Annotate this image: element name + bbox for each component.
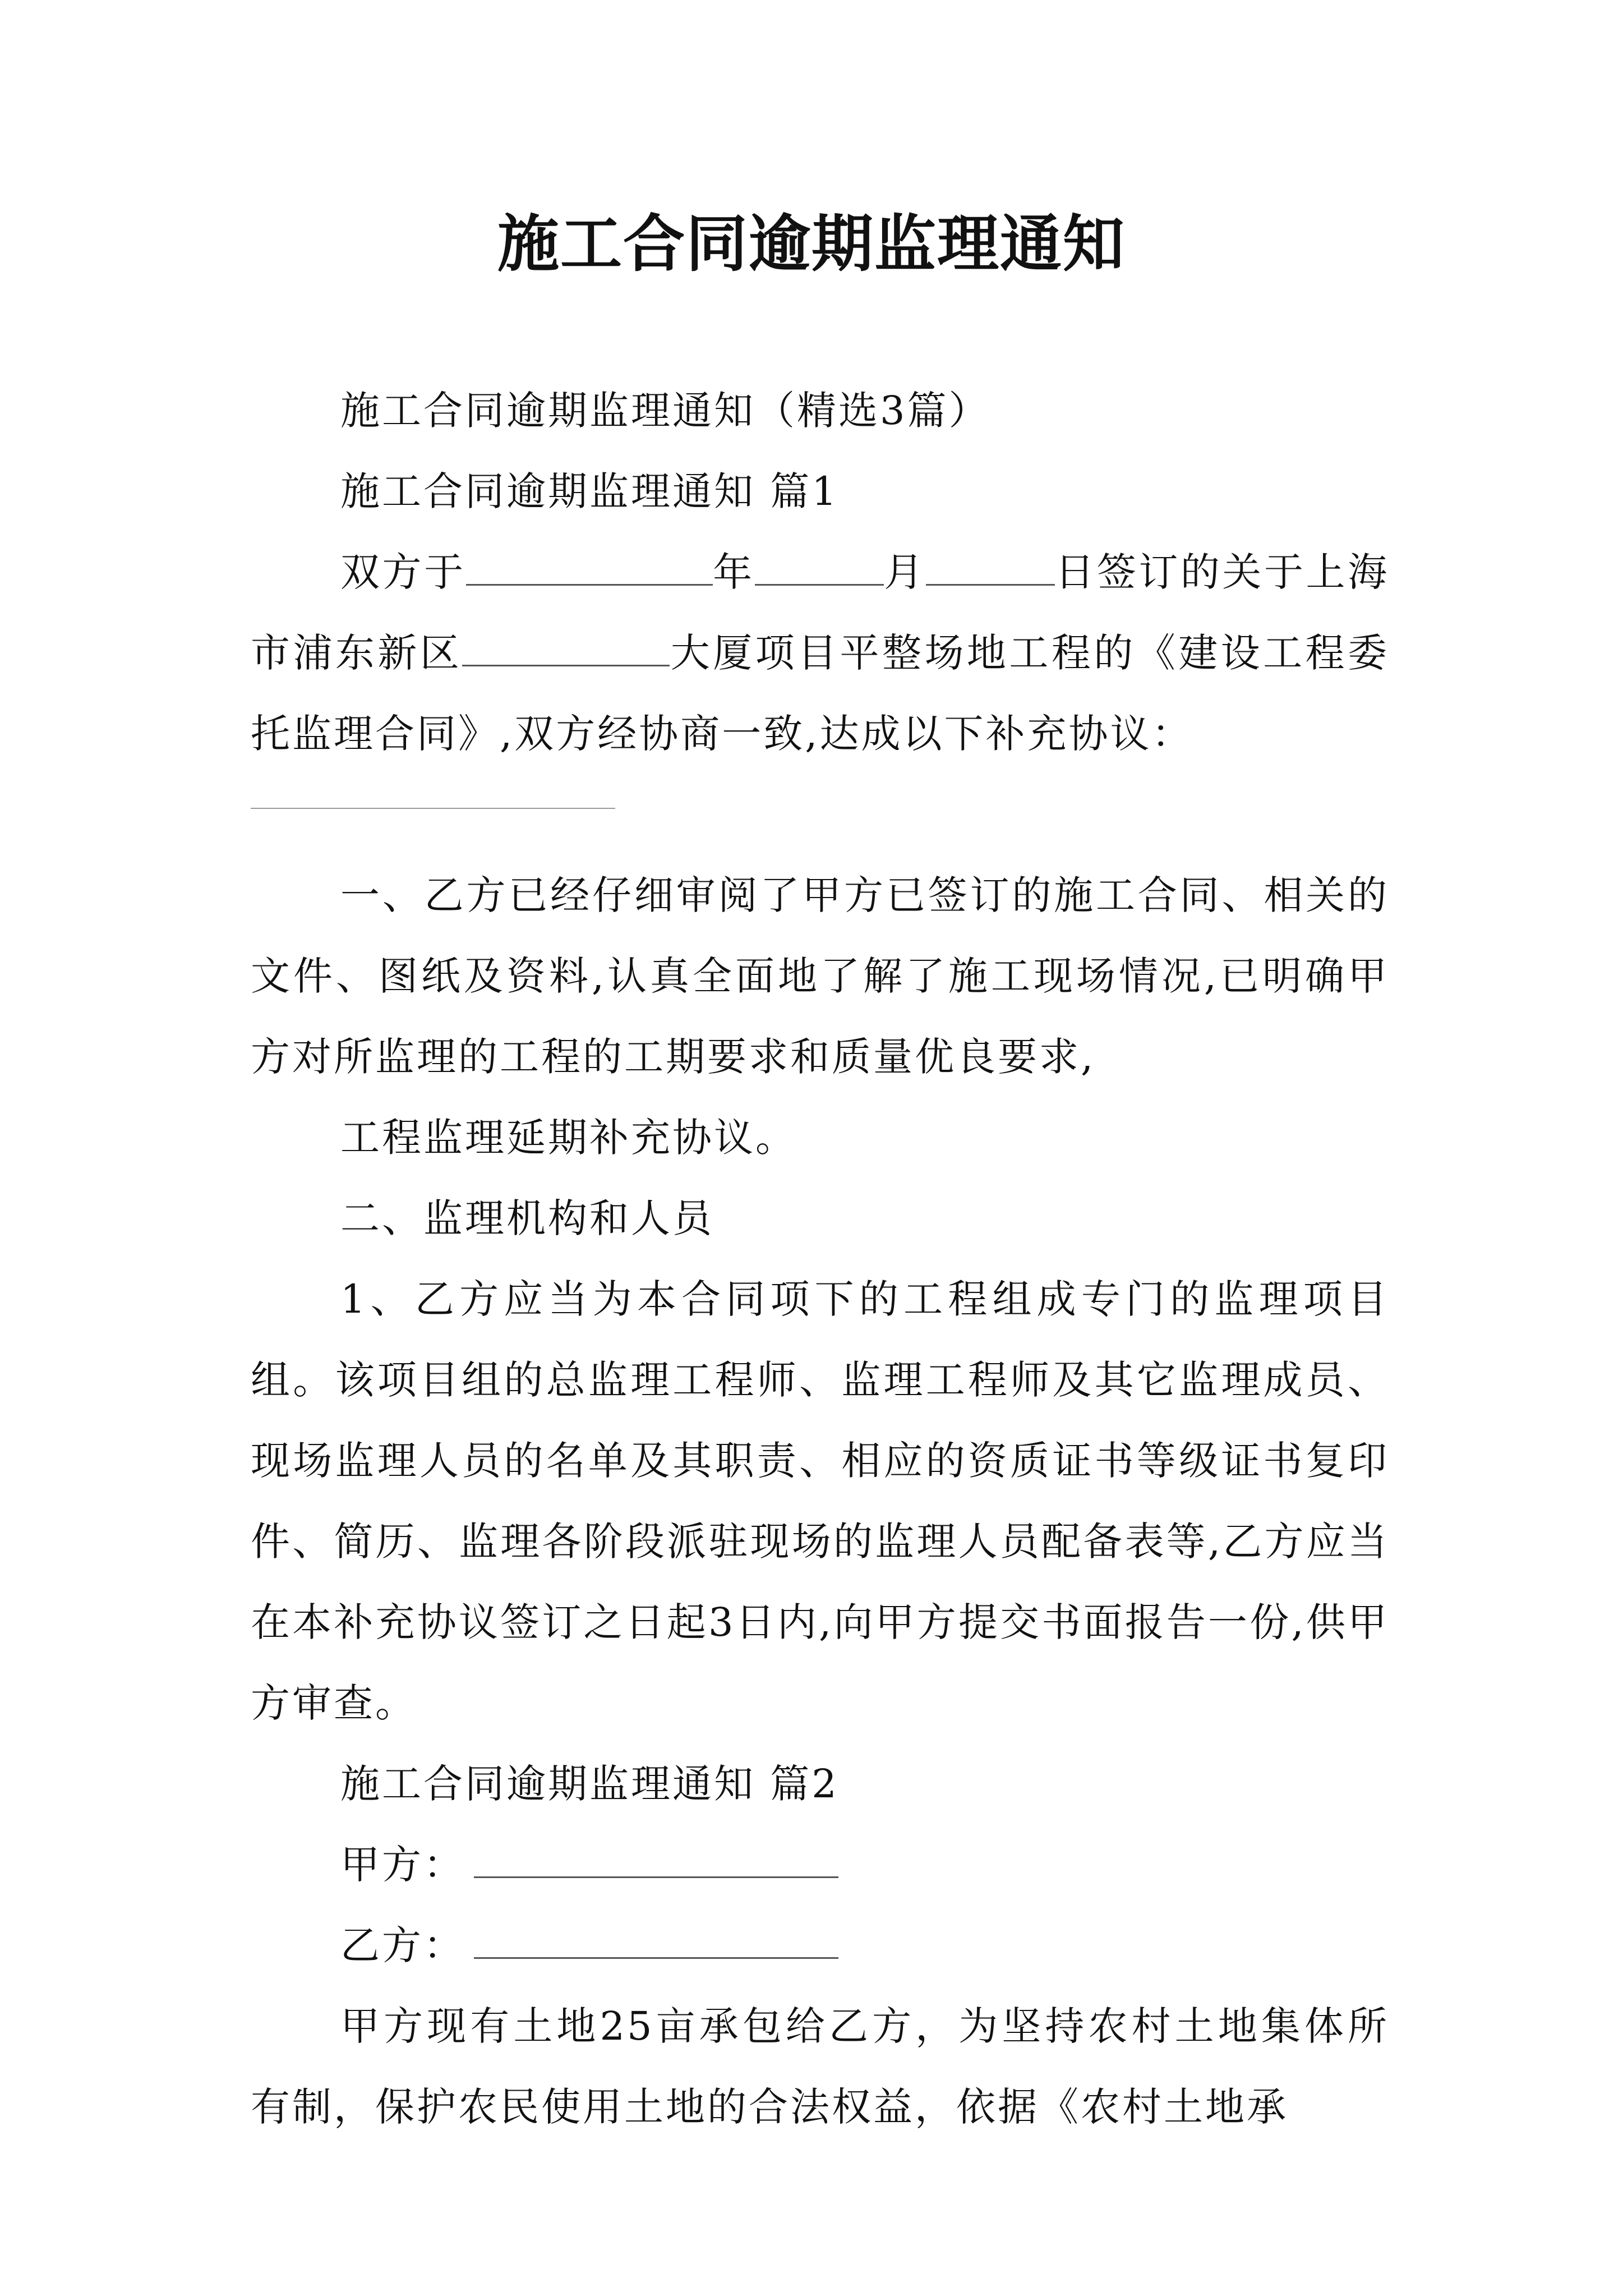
paragraph-clause-2-1: 1、乙方应当为本合同项下的工程组成专门的监理项目组。该项目组的总监理工程师、监理工程师及其它监理成员、现场监理人员的名单及其职责、相应的资质证书等级证书复印件、简历、监理各阶段派驻现场的监理人员配备表等,乙方应当在本补充协议签订之日起3日内,向甲方提交书面报告一份,供甲方审查。 bbox=[251, 1276, 1389, 1726]
party-a-label: 甲方： bbox=[340, 1842, 465, 1888]
blank-party-b bbox=[474, 1924, 838, 1959]
subtitle-line: 施工合同逾期监理通知（精选3篇） bbox=[340, 388, 990, 434]
text-fragment: 年 bbox=[712, 549, 755, 595]
text-fragment: 日签订的关于上海市浦东新区 bbox=[251, 549, 1390, 676]
blank-signing-year bbox=[466, 550, 713, 586]
document-body bbox=[251, 370, 1389, 2147]
text-fragment: 大厦项目平整场地工程的《建设工程委托监理合同》,双方经协商一致,达成以下补充协议： bbox=[251, 630, 1390, 757]
party-b-label: 乙方： bbox=[340, 1922, 465, 1968]
party-b-line bbox=[251, 1905, 1389, 1986]
section-heading-staff: 二、监理机构和人员 bbox=[340, 1195, 714, 1241]
blank-building-name bbox=[462, 631, 670, 666]
party-a-line bbox=[251, 1824, 1389, 1905]
text-fragment: 月 bbox=[883, 549, 926, 595]
text-fragment: 双方于 bbox=[340, 549, 466, 595]
separator-line bbox=[251, 808, 615, 809]
part2-heading: 施工合同逾期监理通知 篇2 bbox=[340, 1761, 839, 1807]
blank-signing-month bbox=[755, 550, 884, 586]
blank-party-a bbox=[474, 1843, 838, 1878]
blank-signing-day bbox=[926, 550, 1055, 586]
paragraph-agreement-intro bbox=[251, 532, 1389, 774]
document-title: 施工合同逾期监理通知 bbox=[497, 208, 1126, 280]
paragraph-land-lease: 甲方现有土地25亩承包给乙方，为坚持农村土地集体所有制，保护农民使用土地的合法权益，依据《农村土地承 bbox=[251, 2003, 1389, 2130]
separator-row bbox=[251, 774, 1389, 855]
paragraph-extension-note: 工程监理延期补充协议。 bbox=[340, 1115, 797, 1161]
paragraph-clause-1: 一、乙方已经仔细审阅了甲方已签订的施工合同、相关的文件、图纸及资料,认真全面地了解了施工现场情况,已明确甲方对所监理的工程的工期要求和质量优良要求, bbox=[251, 872, 1389, 1080]
part1-heading: 施工合同逾期监理通知 篇1 bbox=[340, 468, 839, 514]
